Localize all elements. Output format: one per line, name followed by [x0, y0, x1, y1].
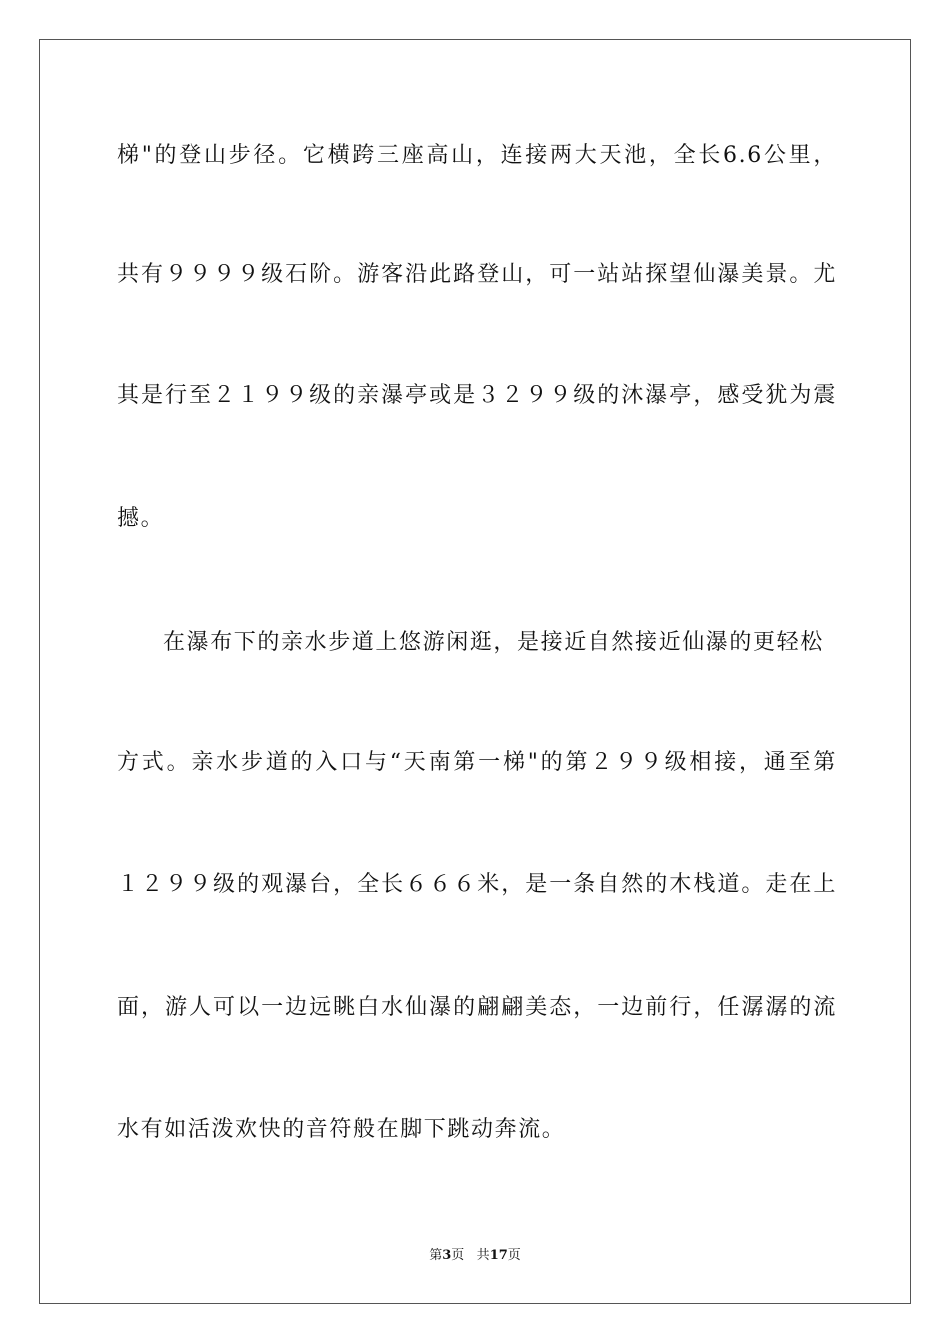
body-line-3: 其是行至２１９９级的亲瀑亭或是３２９９级的沐瀑亭，感受犹为震 [117, 383, 837, 408]
total-suffix: 页 [507, 1248, 521, 1263]
body-line-2: 共有９９９９级石阶。游客沿此路登山，可一站站探望仙瀑美景。尤 [117, 262, 837, 287]
page-footer [0, 1247, 950, 1265]
paragraph-2-first-line: 在瀑布下的亲水步道上悠游闲逛，是接近自然接近仙瀑的更轻松 [163, 630, 824, 655]
body-line-1: 梯"的登山步径。它横跨三座高山，连接两大天池，全长6.6公里， [117, 143, 837, 168]
body-line-9: 水有如活泼欢快的音符般在脚下跳动奔流。 [117, 1117, 566, 1142]
page-number: 3 [442, 1248, 452, 1263]
page-suffix: 页 [451, 1248, 465, 1263]
total-prefix: 共 [476, 1248, 490, 1263]
body-line-6: 方式。亲水步道的入口与“天南第一梯"的第２９９级相接，通至第 [117, 750, 837, 775]
body-line-7: １２９９级的观瀑台，全长６６６米，是一条自然的木栈道。走在上 [117, 872, 837, 897]
total-pages: 17 [489, 1248, 508, 1263]
body-line-4: 撼。 [117, 506, 165, 531]
page-prefix: 第 [429, 1248, 443, 1263]
body-line-8: 面，游人可以一边远眺白水仙瀑的翩翩美态，一边前行，任潺潺的流 [117, 995, 837, 1020]
